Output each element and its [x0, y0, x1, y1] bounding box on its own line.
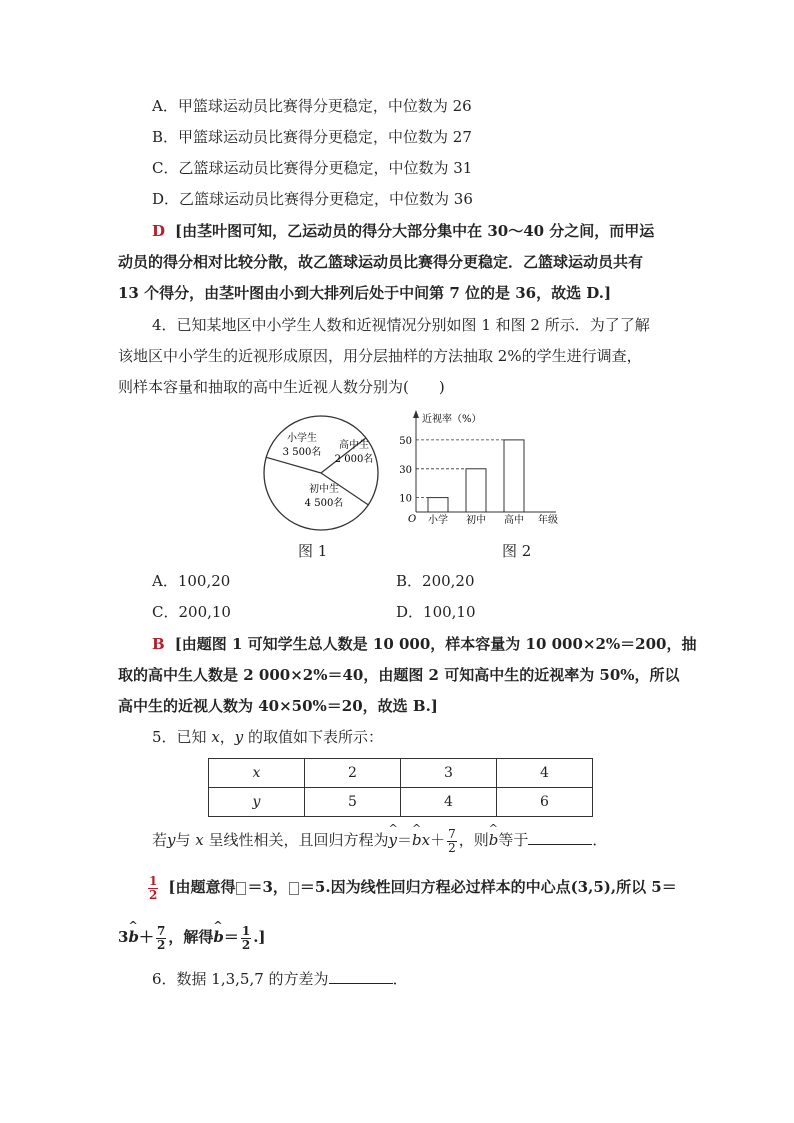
q3-explanation-text-1: [由茎叶图可知，乙运动员的得分大部分集中在 30～40 分之间，而甲运 [175, 222, 655, 240]
bar-category-label: 初中 [466, 515, 486, 526]
y-tick-label: 10 [399, 493, 412, 505]
q5-sep: ， [219, 728, 235, 746]
pie-label-primary-name: 小学生 [287, 433, 317, 444]
q5-exp2-end: .] [253, 928, 266, 946]
q5-exp1-c: ＝5.因为线性回归方程必过样本的中心点(3,5),所以 5＝ [299, 878, 677, 896]
q5-bhat-2: ^ b [489, 826, 499, 854]
q5-exp2-ans-num: 1 [241, 923, 251, 938]
q4-answer-letter: B [152, 635, 165, 653]
q3-answer-letter: D [152, 222, 166, 240]
q5-q-part2: 与 [175, 831, 196, 849]
q4-explanation-line-2: 取的高中生人数是 2 000×2%＝40，由题图 2 可知高中生的近视率为 50%，所以 [118, 666, 680, 684]
q4-explanation-line-1 [152, 634, 697, 654]
pie-label-primary-count: 3 500名 [282, 447, 322, 458]
q5-q-end: ． [592, 831, 608, 849]
figure-2-caption: 图 2 [502, 542, 532, 560]
q5-var-y: y [234, 728, 244, 746]
q5-exp2-ans-den: 2 [241, 937, 251, 952]
q4-option-a: A．100,20 [152, 572, 231, 590]
table-cell: x [209, 759, 305, 788]
q5-exp2-bhat-2: ^ b [213, 922, 224, 952]
y-tick-label: 30 [399, 464, 412, 476]
q5-exp2-fraction [156, 925, 166, 952]
q3-explanation-line-2: 动员的得分相对比较分散，故乙篮球运动员比赛得分更稳定．乙篮球运动员共有 [118, 253, 644, 271]
bar-chart-xlabel: 年级 [538, 515, 558, 526]
figure-1-caption: 图 1 [298, 542, 328, 560]
q4-option-d: D．100,10 [396, 603, 476, 621]
q5-q-eq: ＝ [397, 831, 413, 849]
q5-stem [152, 727, 383, 747]
q5-exp2-eq: ＝ [223, 928, 239, 946]
table-cell: 5 [305, 788, 401, 817]
q3-explanation-line-3: 13 个得分，由茎叶图由小到大排列后处于中间第 7 位的是 36，故选 D.] [118, 284, 612, 302]
bar-chart-origin: O [408, 514, 417, 525]
q5-answer-blank [528, 830, 592, 845]
bar-chart-ylabel: 近视率（%） [422, 414, 482, 425]
q3-option-d: D．乙篮球运动员比赛得分更稳定，中位数为 36 [152, 190, 473, 208]
q6-stem-end: ． [392, 970, 408, 988]
table-row-y [209, 788, 593, 817]
q5-stem-suffix: 的取值如下表所示： [243, 728, 384, 746]
table-cell: 4 [497, 759, 593, 788]
q5-exp2-solve: ，解得 [168, 928, 214, 946]
q3-option-a: A．甲篮球运动员比赛得分更稳定，中位数为 26 [152, 97, 472, 115]
table-cell: 6 [497, 788, 593, 817]
bar [466, 469, 486, 512]
ybar-symbol-icon [289, 882, 299, 895]
table-cell: 2 [305, 759, 401, 788]
pie-label-high-count: 2 000名 [334, 454, 374, 465]
q4-option-b: B．200,20 [396, 572, 475, 590]
q5-exp1-b: ＝3， [247, 878, 288, 896]
q6-stem [152, 969, 408, 989]
q5-exp2-bhat: ^ b [128, 922, 139, 952]
q5-exp2-frac-den: 2 [156, 937, 166, 952]
bar-category-label: 小学 [428, 515, 448, 526]
pie-label-middle-name: 初中生 [309, 484, 339, 495]
q5-stem-prefix: 5．已知 [152, 728, 212, 746]
q5-q-part5: 等于 [498, 831, 529, 849]
q5-fraction [447, 828, 457, 855]
q4-explanation-text-1: [由题图 1 可知学生总人数是 10 000，样本容量为 10 000×2%＝200，抽 [174, 635, 697, 653]
q4-stem-line-3: 则样本容量和抽取的高中生近视人数分别为( ) [118, 378, 445, 396]
bar [504, 440, 524, 512]
y-tick-label: 50 [399, 435, 412, 447]
q5-exp1-a: [由题意得 [168, 878, 236, 896]
pie-label-high-name: 高中生 [339, 440, 369, 451]
table-row-x [209, 759, 593, 788]
table-cell: 3 [401, 759, 497, 788]
bar [428, 498, 448, 512]
q4-option-c: C．200,10 [152, 603, 231, 621]
pie-chart [262, 414, 382, 532]
xy-table [208, 758, 593, 817]
q5-q-x2: x [421, 831, 431, 849]
q5-bhat: ^ b [412, 826, 422, 854]
q5-answer-den: 2 [149, 887, 158, 902]
q5-frac-den: 2 [448, 840, 456, 855]
q5-exp2-fraction-2 [241, 925, 251, 952]
q5-q-plus: ＋ [430, 831, 446, 849]
q4-stem-line-1: 4．已知某地区中小学生人数和近视情况分别如图 1 和图 2 所示．为了了解 [152, 316, 650, 334]
q5-exp2-three: 3 [118, 928, 129, 946]
table-cell: y [209, 788, 305, 817]
q5-answer-fraction [148, 875, 158, 902]
q5-q-part1: 若 [152, 831, 168, 849]
q3-explanation-line-1 [152, 221, 654, 241]
xbar-symbol-icon [236, 882, 246, 895]
q5-q-part3: 呈线性相关，且回归方程为 [203, 831, 389, 849]
q4-stem-line-2: 该地区中小学生的近视形成原因，用分层抽样的方法抽取 2%的学生进行调查， [118, 347, 642, 365]
table-cell: 4 [401, 788, 497, 817]
q5-frac-num: 7 [448, 826, 456, 841]
q3-option-c: C．乙篮球运动员比赛得分更稳定，中位数为 31 [152, 159, 473, 177]
q5-explanation-line-1 [146, 872, 677, 902]
q5-var-x: x [211, 728, 220, 746]
q6-answer-blank [329, 969, 393, 984]
bar-chart-y-arrow [413, 410, 419, 418]
q5-explanation-line-2 [118, 922, 266, 952]
q5-q-x: x [195, 831, 204, 849]
q5-question [152, 826, 607, 855]
q6-stem-text: 6．数据 1,3,5,7 的方差为 [152, 970, 329, 988]
bar-category-label: 高中 [504, 515, 524, 526]
q5-yhat: ^ y [389, 826, 397, 854]
q5-exp2-plus: ＋ [138, 928, 154, 946]
q4-explanation-line-3: 高中生的近视人数为 40×50%＝20，故选 B.] [118, 697, 438, 715]
q5-q-part4: ，则 [458, 831, 489, 849]
q5-answer-num: 1 [149, 873, 158, 888]
q5-q-y: y [167, 831, 176, 849]
q3-option-b: B．甲篮球运动员比赛得分更稳定，中位数为 27 [152, 128, 472, 146]
pie-label-middle-count: 4 500名 [304, 498, 344, 509]
bar-chart [398, 408, 568, 532]
q5-exp2-frac-num: 7 [156, 923, 166, 938]
